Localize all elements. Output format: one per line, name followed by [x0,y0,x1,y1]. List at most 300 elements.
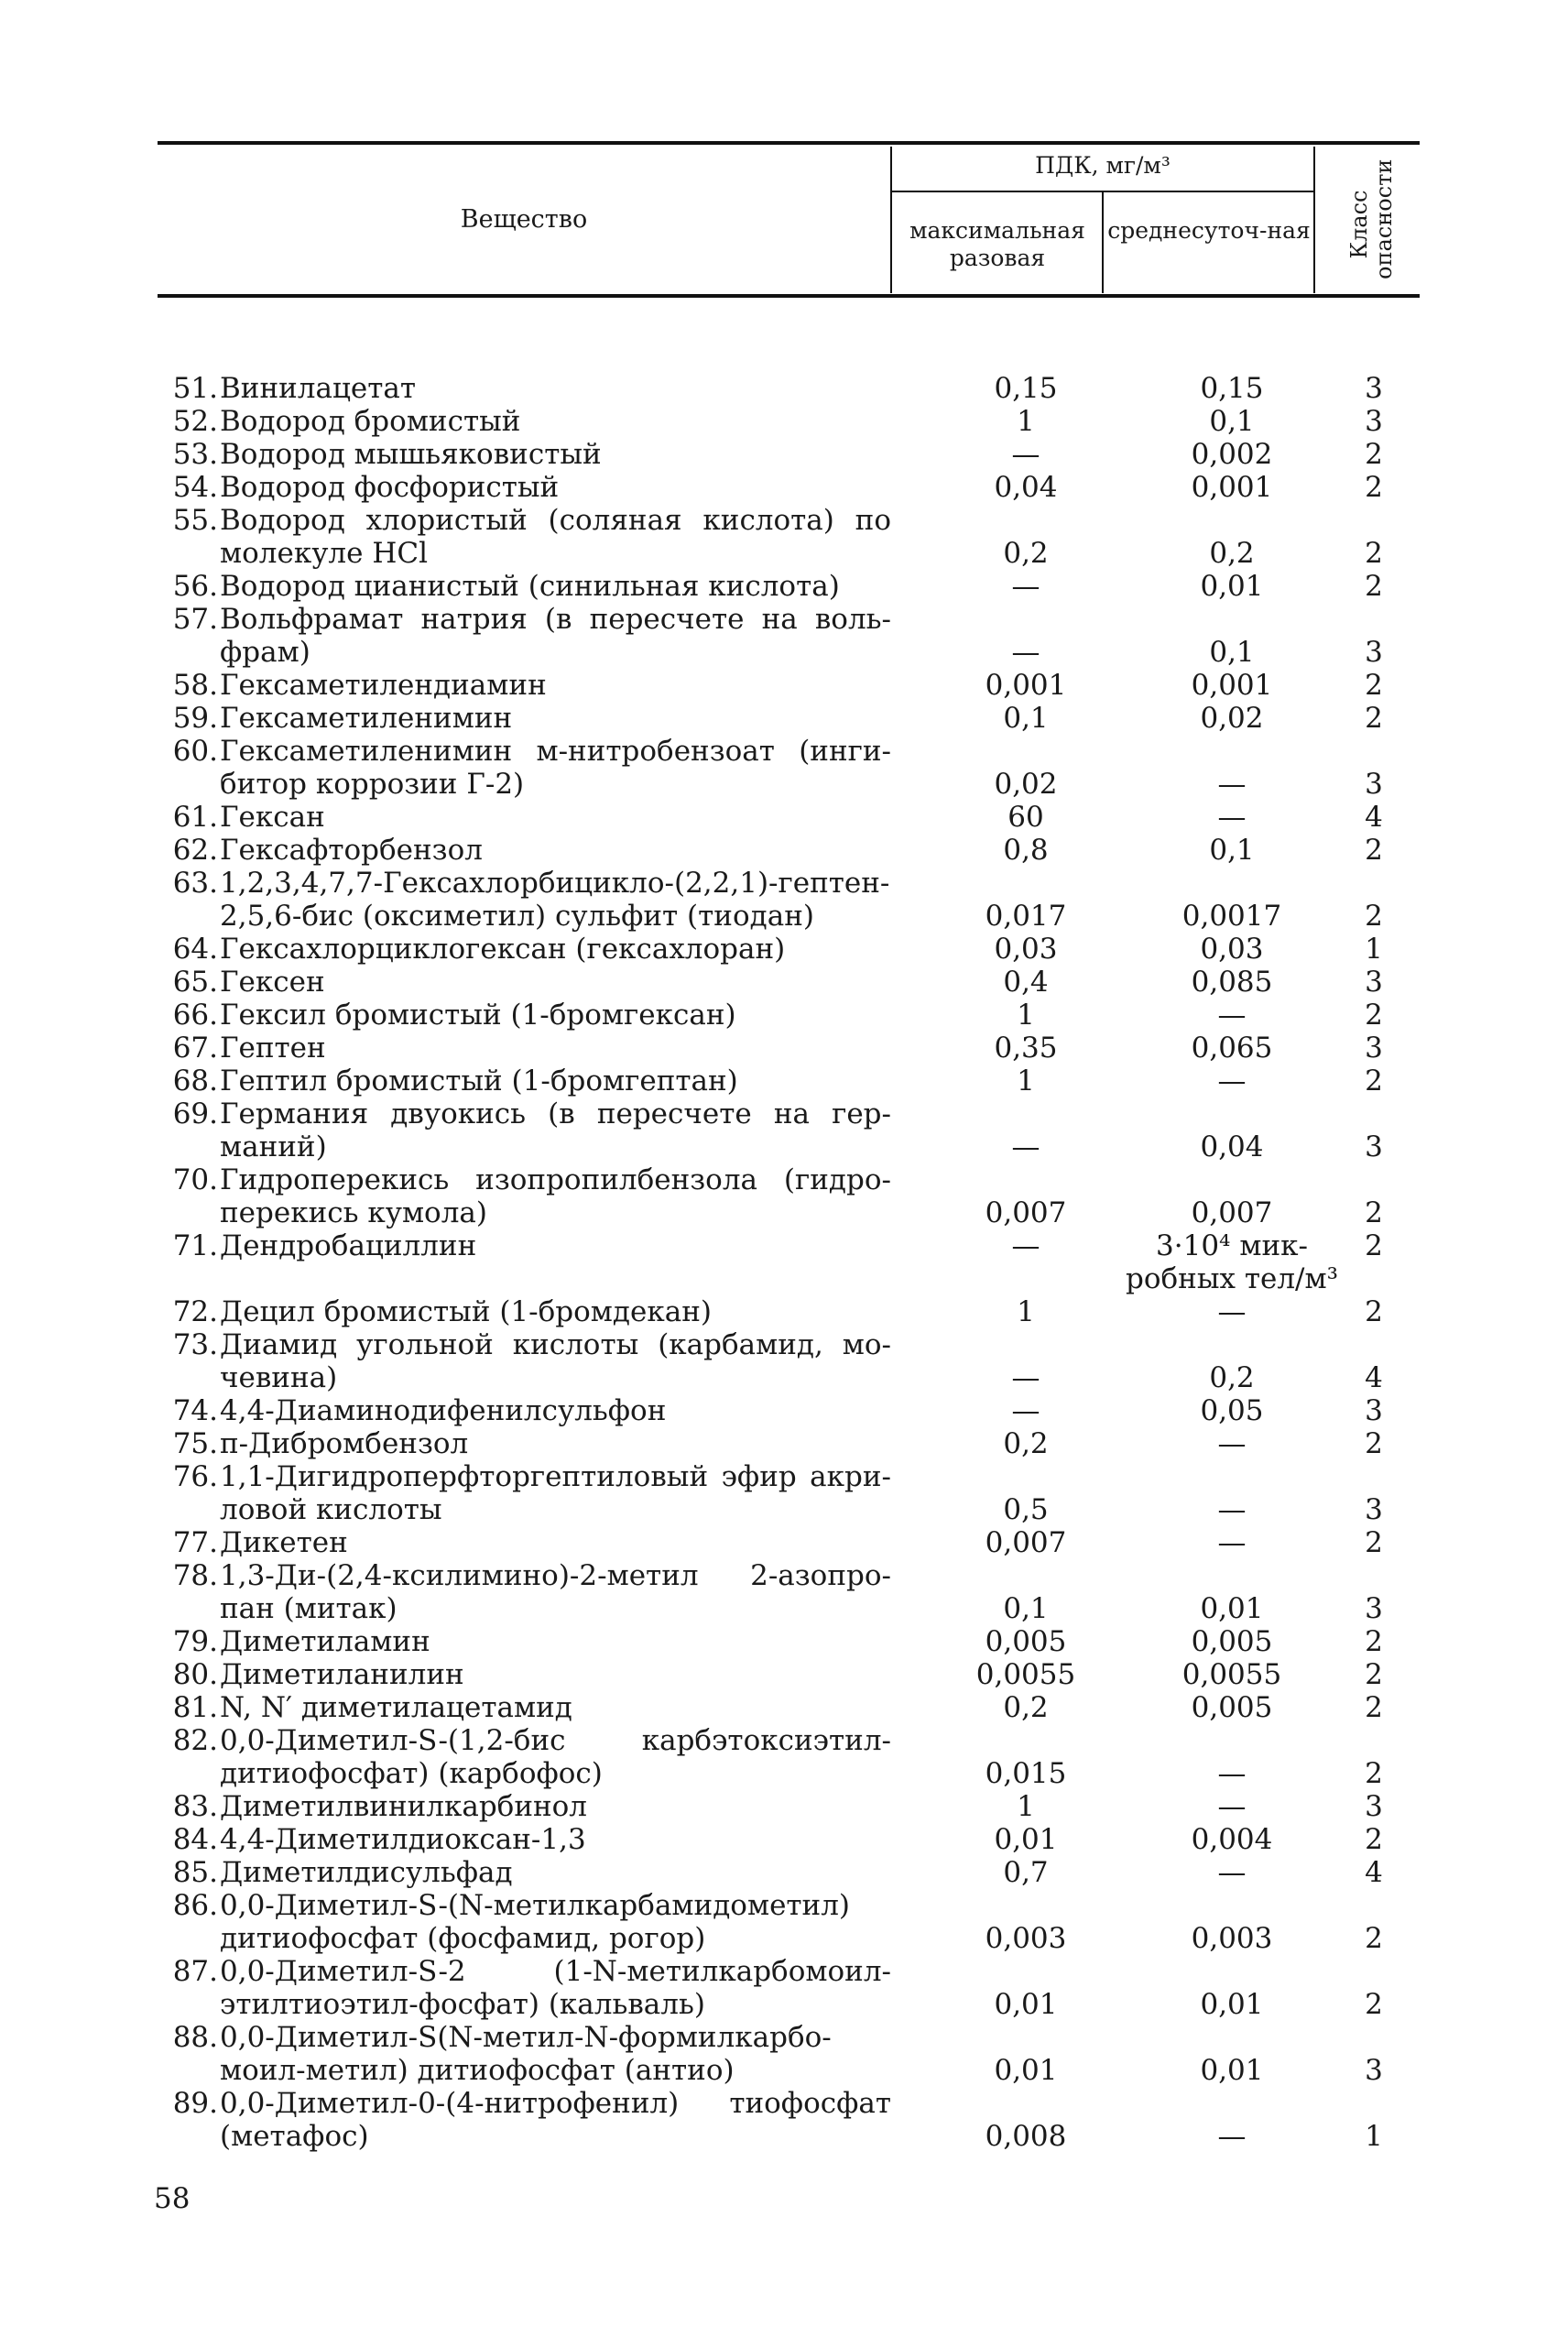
table-row [0,1724,1568,1790]
hazard-class-value: 3 [1365,768,1383,801]
pdk-max-once-value: — [1011,636,1040,669]
substance-name [220,372,891,405]
substance-name [220,1724,891,1790]
substance-name [220,1229,891,1262]
row-number: 70. [172,1163,218,1196]
page-number: 58 [154,2182,191,2215]
table-row [0,1790,1568,1823]
table-header-bottom-rule [158,294,1420,298]
pdk-daily-avg-line: 0,003 [1191,1922,1273,1955]
substance-name-line: дитиофосфат) (карбофос) [220,1757,603,1790]
substance-name [220,1163,891,1229]
pdk-max-once-value: 0,007 [985,1526,1067,1559]
substance-name-line: дитиофосфат (фосфамид, рогор) [220,1922,706,1955]
pdk-daily-avg-line: 0,02 [1200,702,1264,735]
row-number: 61. [172,801,218,834]
table-row [0,669,1568,702]
table-row [0,438,1568,471]
pdk-max-once-value: — [1011,570,1040,603]
pdk-daily-avg-value [1122,372,1342,405]
row-number: 69. [172,1097,218,1130]
pdk-daily-avg-line: 0,1 [1209,405,1255,438]
row-number: 80. [172,1658,218,1691]
pdk-daily-avg-line: 0,01 [1200,2054,1264,2087]
row-number: 59. [172,702,218,735]
hazard-class-value: 2 [1365,1295,1383,1328]
pdk-daily-avg-line: 3·10⁴ мик- [1156,1229,1308,1262]
hazard-class-value: 3 [1365,1394,1383,1427]
substance-name [220,1427,891,1460]
pdk-daily-avg-line: 0,1 [1209,636,1255,669]
substance-name-line: Вольфрамат натрия (в пересчете на воль- [220,603,891,636]
substance-name [220,1856,891,1889]
table-row [0,504,1568,570]
pdk-max-once-value: — [1011,1394,1040,1427]
pdk-daily-avg-value [1122,1229,1342,1295]
row-number: 78. [172,1559,218,1592]
pdk-max-once-value: 0,01 [994,1988,1058,2021]
hazard-class-value: 3 [1365,1130,1383,1163]
row-number: 86. [172,1889,218,1922]
pdk-max-once-value: 0,2 [1003,1427,1049,1460]
pdk-daily-avg-value [1122,933,1342,966]
pdk-max-once-value: — [1011,1130,1040,1163]
pdk-daily-avg-line: 0,0017 [1181,900,1282,933]
pdk-max-once-value: — [1011,1361,1040,1394]
pdk-daily-avg-value [1122,900,1342,933]
pdk-daily-avg-value [1122,834,1342,867]
pdk-daily-avg-line: 0,001 [1191,669,1273,702]
substance-name [220,1658,891,1691]
substance-name-line: 0,0-Диметил-S-2 (1-N-метилкарбомоил- [220,1955,891,1988]
pdk-max-once-value: 0,15 [994,372,1058,405]
row-number: 58. [172,669,218,702]
substance-name-line: Гептил бромистый (1-бромгептан) [220,1065,738,1097]
substance-name-line: Гексаметилендиамин [220,669,547,702]
substance-name-line: пан (митак) [220,1592,397,1625]
hazard-class-value: 1 [1365,2120,1383,2153]
substance-name [220,801,891,834]
substance-name [220,669,891,702]
hazard-class-value: 2 [1365,1229,1383,1262]
hazard-class-value: 2 [1365,1691,1383,1724]
pdk-daily-avg-value [1122,702,1342,735]
pdk-daily-avg-line: — [1217,999,1247,1032]
row-number: 53. [172,438,218,471]
pdk-daily-avg-value [1122,669,1342,702]
substance-name [220,1328,891,1394]
pdk-max-once-value: 0,008 [985,2120,1067,2153]
pdk-daily-avg-line: 0,2 [1209,1361,1255,1394]
header-hazard-class [1326,156,1418,293]
pdk-daily-avg-value [1122,1691,1342,1724]
row-number: 71. [172,1229,218,1262]
hazard-class-value: 4 [1365,801,1383,834]
row-number: 55. [172,504,218,537]
substance-name-line: Водород цианистый (синильная кислота) [220,570,840,603]
row-number: 64. [172,933,218,966]
header-divider-class [1313,147,1315,293]
row-number: 82. [172,1724,218,1757]
pdk-daily-avg-line: 0,0055 [1181,1658,1282,1691]
table-row [0,2021,1568,2087]
pdk-daily-avg-line: — [1217,1790,1247,1823]
table-row [0,1691,1568,1724]
substance-name-line: Германия двуокись (в пересчете на гер- [220,1097,891,1130]
hazard-class-value: 2 [1365,900,1383,933]
pdk-daily-avg-value [1122,1394,1342,1427]
pdk-max-once-value: 0,015 [985,1757,1067,1790]
header-divider-pdk-sub [1102,192,1104,293]
pdk-max-once-value: 0,1 [1003,702,1049,735]
pdk-daily-avg-line: 0,007 [1191,1196,1273,1229]
substance-name-line: Гексан [220,801,325,834]
pdk-daily-avg-line: робных тел/м³ [1125,1262,1338,1295]
pdk-daily-avg-value [1122,1790,1342,1823]
hazard-class-value: 3 [1365,966,1383,999]
substance-name [220,1691,891,1724]
pdk-daily-avg-value [1122,1130,1342,1163]
pdk-daily-avg-value [1122,1856,1342,1889]
hazard-class-value: 2 [1365,471,1383,504]
table-row [0,966,1568,999]
hazard-class-value: 2 [1365,1526,1383,1559]
pdk-max-once-value: — [1011,438,1040,471]
pdk-max-once-value: 0,04 [994,471,1058,504]
hazard-class-value: 3 [1365,1032,1383,1065]
row-number: 74. [172,1394,218,1427]
pdk-daily-avg-value [1122,1361,1342,1394]
pdk-daily-avg-line: 0,01 [1200,1988,1264,2021]
substance-name-line: Диметилвинилкарбинол [220,1790,588,1823]
substance-name-line: Гексахлорциклогексан (гексахлоран) [220,933,786,966]
table-row [0,1065,1568,1097]
table-row [0,405,1568,438]
hazard-class-value: 2 [1365,702,1383,735]
hazard-class-value: 2 [1365,1757,1383,1790]
table-row [0,1295,1568,1328]
substance-name-line: Водород фосфористый [220,471,560,504]
substance-name [220,504,891,570]
pdk-daily-avg-line: 0,005 [1191,1625,1273,1658]
hazard-class-value: 2 [1365,537,1383,570]
pdk-daily-avg-value [1122,1493,1342,1526]
pdk-daily-avg-value [1122,405,1342,438]
row-number: 67. [172,1032,218,1065]
row-number: 66. [172,999,218,1032]
hazard-class-value: 3 [1365,372,1383,405]
substance-name [220,1889,891,1955]
table-row [0,1856,1568,1889]
pdk-daily-avg-line: 0,04 [1200,1130,1264,1163]
row-number: 68. [172,1065,218,1097]
hazard-class-value: 3 [1365,405,1383,438]
pdk-daily-avg-value [1122,1526,1342,1559]
pdk-daily-avg-value [1122,1592,1342,1625]
substance-name-line: битор коррозии Г-2) [220,768,525,801]
pdk-max-once-value: 0,35 [994,1032,1058,1065]
pdk-daily-avg-value [1122,1625,1342,1658]
row-number: 76. [172,1460,218,1493]
table-row [0,1955,1568,2021]
pdk-daily-avg-line: 0,2 [1209,537,1255,570]
hazard-class-value: 2 [1365,834,1383,867]
substance-name-line: 1,3-Ди-(2,4-ксилимино)-2-метил 2-азопро- [220,1559,891,1592]
pdk-daily-avg-line: 0,01 [1200,1592,1264,1625]
row-number: 65. [172,966,218,999]
substance-name-line: 2,5,6-бис (оксиметил) сульфит (тиодан) [220,900,814,933]
substance-name [220,1394,891,1427]
pdk-daily-avg-value [1122,2120,1342,2153]
substance-name-line: 0,0-Диметил-S-(N-метилкарбамидометил) [220,1889,851,1922]
pdk-daily-avg-value [1122,570,1342,603]
pdk-max-once-value: 0,1 [1003,1592,1049,1625]
row-number: 60. [172,735,218,768]
table-row [0,1823,1568,1856]
pdk-daily-avg-line: 0,15 [1200,372,1264,405]
hazard-class-value: 4 [1365,1856,1383,1889]
row-number: 73. [172,1328,218,1361]
pdk-max-once-value: 0,4 [1003,966,1049,999]
row-number: 84. [172,1823,218,1856]
pdk-daily-avg-value [1122,1988,1342,2021]
table-row [0,867,1568,933]
pdk-daily-avg-line: 0,085 [1191,966,1273,999]
table-row [0,1328,1568,1394]
substance-name-line: Диамид угольной кислоты (карбамид, мо- [220,1328,891,1361]
hazard-class-value: 3 [1365,1592,1383,1625]
pdk-daily-avg-value [1122,1757,1342,1790]
substance-name-line: Диметилдисульфад [220,1856,513,1889]
row-number: 52. [172,405,218,438]
table-row [0,471,1568,504]
substance-name [220,735,891,801]
substance-name-line: моил-метил) дитиофосфат (антио) [220,2054,735,2087]
substance-name-line: Дикетен [220,1526,348,1559]
substance-name [220,1295,891,1328]
pdk-max-once-value: 0,003 [985,1922,1067,1955]
substance-name-line: Гептен [220,1032,326,1065]
pdk-daily-avg-line: 0,004 [1191,1823,1273,1856]
substance-name-line: ловой кислоты [220,1493,442,1526]
pdk-max-once-value: 1 [1017,1065,1035,1097]
pdk-max-once-value: 0,0055 [975,1658,1076,1691]
pdk-daily-avg-value [1122,1658,1342,1691]
pdk-max-once-value: 0,01 [994,2054,1058,2087]
substance-name [220,1526,891,1559]
substance-name [220,702,891,735]
header-pdk-underline [892,191,1313,192]
table-row [0,603,1568,669]
hazard-class-value: 3 [1365,1790,1383,1823]
hazard-class-value: 2 [1365,1922,1383,1955]
pdk-daily-avg-value [1122,1427,1342,1460]
pdk-daily-avg-value [1122,438,1342,471]
substance-name [220,1032,891,1065]
substance-name [220,570,891,603]
hazard-class-value: 3 [1365,636,1383,669]
substance-name-line: N, N′ диметилацетамид [220,1691,572,1724]
hazard-class-value: 3 [1365,1493,1383,1526]
row-number: 57. [172,603,218,636]
pdk-daily-avg-line: — [1217,1295,1247,1328]
pdk-max-once-value: 1 [1017,1790,1035,1823]
pdk-max-once-value: 0,017 [985,900,1067,933]
table-row [0,1460,1568,1526]
substance-name-line: Водород мышьяковистый [220,438,602,471]
hazard-class-value: 1 [1365,933,1383,966]
table-row [0,702,1568,735]
substance-name [220,2021,891,2087]
substance-name-line: Гексен [220,966,325,999]
row-number: 87. [172,1955,218,1988]
hazard-class-value: 2 [1365,438,1383,471]
pdk-daily-avg-line: — [1217,1427,1247,1460]
pdk-daily-avg-value [1122,966,1342,999]
row-number: 77. [172,1526,218,1559]
row-number: 63. [172,867,218,900]
table-row [0,372,1568,405]
substance-name-line: фрам) [220,636,310,669]
header-max-once: максимальная разовая [909,217,1085,271]
table-row [0,1559,1568,1625]
substance-name [220,1823,891,1856]
substance-name [220,471,891,504]
table-row [0,1658,1568,1691]
hazard-class-value: 2 [1365,669,1383,702]
pdk-max-once-value: 0,001 [985,669,1067,702]
row-number: 89. [172,2087,218,2120]
row-number: 54. [172,471,218,504]
substance-name-line: 4,4-Диметилдиоксан-1,3 [220,1823,586,1856]
row-number: 85. [172,1856,218,1889]
table-row [0,2087,1568,2153]
pdk-daily-avg-line: 0,002 [1191,438,1273,471]
substance-name-line: маний) [220,1130,327,1163]
table-row [0,570,1568,603]
pdk-daily-avg-line: 0,001 [1191,471,1273,504]
hazard-class-value: 2 [1365,1065,1383,1097]
substance-name-line: Водород хлористый (соляная кислота) по [220,504,891,537]
table-row [0,1526,1568,1559]
hazard-class-value: 2 [1365,999,1383,1032]
hazard-class-value: 2 [1365,1196,1383,1229]
pdk-max-once-value: 1 [1017,1295,1035,1328]
row-number: 72. [172,1295,218,1328]
pdk-max-once-value: 0,007 [985,1196,1067,1229]
table-row [0,1229,1568,1295]
table-row [0,933,1568,966]
substance-name-line: этилтиоэтил-фосфат) (кальваль) [220,1988,705,2021]
table-row [0,1625,1568,1658]
pdk-max-once-value: 0,2 [1003,1691,1049,1724]
header-pdk: ПДК, мг/м³ [1035,152,1171,179]
substance-name [220,1065,891,1097]
hazard-class-value: 2 [1365,1658,1383,1691]
row-number: 81. [172,1691,218,1724]
pdk-max-once-value: 0,005 [985,1625,1067,1658]
substance-name-line: Гексафторбензол [220,834,483,867]
substance-name-line: Винилацетат [220,372,417,405]
substance-name [220,1625,891,1658]
substance-name-line: 0,0-Диметил-S-(1,2-бис карбэтоксиэтил- [220,1724,891,1757]
hazard-class-value: 2 [1365,1625,1383,1658]
substance-name [220,1460,891,1526]
pdk-max-once-value: 1 [1017,405,1035,438]
pdk-daily-avg-line: 0,1 [1209,834,1255,867]
hazard-class-value: 2 [1365,1823,1383,1856]
pdk-max-once-value: — [1011,1229,1040,1262]
pdk-daily-avg-value [1122,471,1342,504]
substance-name-line: молекуле HCl [220,537,428,570]
table-row [0,1427,1568,1460]
substance-name-line: Гексаметиленимин [220,702,513,735]
pdk-daily-avg-value [1122,1922,1342,1955]
pdk-daily-avg-line: 0,01 [1200,570,1264,603]
pdk-max-once-value: 0,03 [994,933,1058,966]
pdk-daily-avg-value [1122,1295,1342,1328]
substance-name [220,2087,891,2153]
pdk-daily-avg-value [1122,2054,1342,2087]
row-number: 75. [172,1427,218,1460]
pdk-daily-avg-line: — [1217,1493,1247,1526]
header-daily-avg: среднесуточ-ная [1107,217,1311,244]
pdk-daily-avg-line: — [1217,2120,1247,2153]
pdk-daily-avg-line: — [1217,768,1247,801]
pdk-daily-avg-line: 0,03 [1200,933,1264,966]
substance-name-line: перекись кумола) [220,1196,487,1229]
substance-name [220,1790,891,1823]
row-number: 51. [172,372,218,405]
substance-name-line: 0,0-Диметил-S(N-метил-N-формилкарбо- [220,2021,832,2054]
substance-name [220,1955,891,2021]
pdk-max-once-value: 1 [1017,999,1035,1032]
pdk-daily-avg-value [1122,537,1342,570]
substance-name [220,1559,891,1625]
pdk-daily-avg-value [1122,768,1342,801]
substance-name-line: Дендробациллин [220,1229,477,1262]
substance-name [220,933,891,966]
pdk-max-once-value: 0,7 [1003,1856,1049,1889]
pdk-daily-avg-value [1122,999,1342,1032]
substance-name-line: Децил бромистый (1-бромдекан) [220,1295,712,1328]
pdk-max-once-value: 0,2 [1003,537,1049,570]
pdk-daily-avg-line: — [1217,1065,1247,1097]
table-row [0,1394,1568,1427]
substance-name-line: п-Дибромбензол [220,1427,469,1460]
substance-name [220,966,891,999]
substance-name-line: 4,4-Диаминодифенилсульфон [220,1394,667,1427]
pdk-daily-avg-line: — [1217,1856,1247,1889]
pdk-daily-avg-value [1122,1065,1342,1097]
substance-name-line: 1,2,3,4,7,7-Гексахлорбицикло-(2,2,1)-гептен- [220,867,890,900]
substance-name-line: Диметиламин [220,1625,430,1658]
pdk-daily-avg-value [1122,1823,1342,1856]
substance-name-line: Гидроперекись изопропилбензола (гидро- [220,1163,891,1196]
table-row [0,999,1568,1032]
table-body [0,372,1568,2153]
substance-name [220,999,891,1032]
pdk-max-once-value: 60 [1007,801,1044,834]
hazard-class-value: 2 [1365,1988,1383,2021]
substance-name [220,867,891,933]
table-top-rule [158,141,1420,145]
substance-name-line: Водород бромистый [220,405,521,438]
substance-name-line: 0,0-Диметил-0-(4-нитрофенил) тиофосфат [220,2087,891,2120]
row-number: 56. [172,570,218,603]
hazard-class-value: 2 [1365,1427,1383,1460]
pdk-daily-avg-line: — [1217,1757,1247,1790]
